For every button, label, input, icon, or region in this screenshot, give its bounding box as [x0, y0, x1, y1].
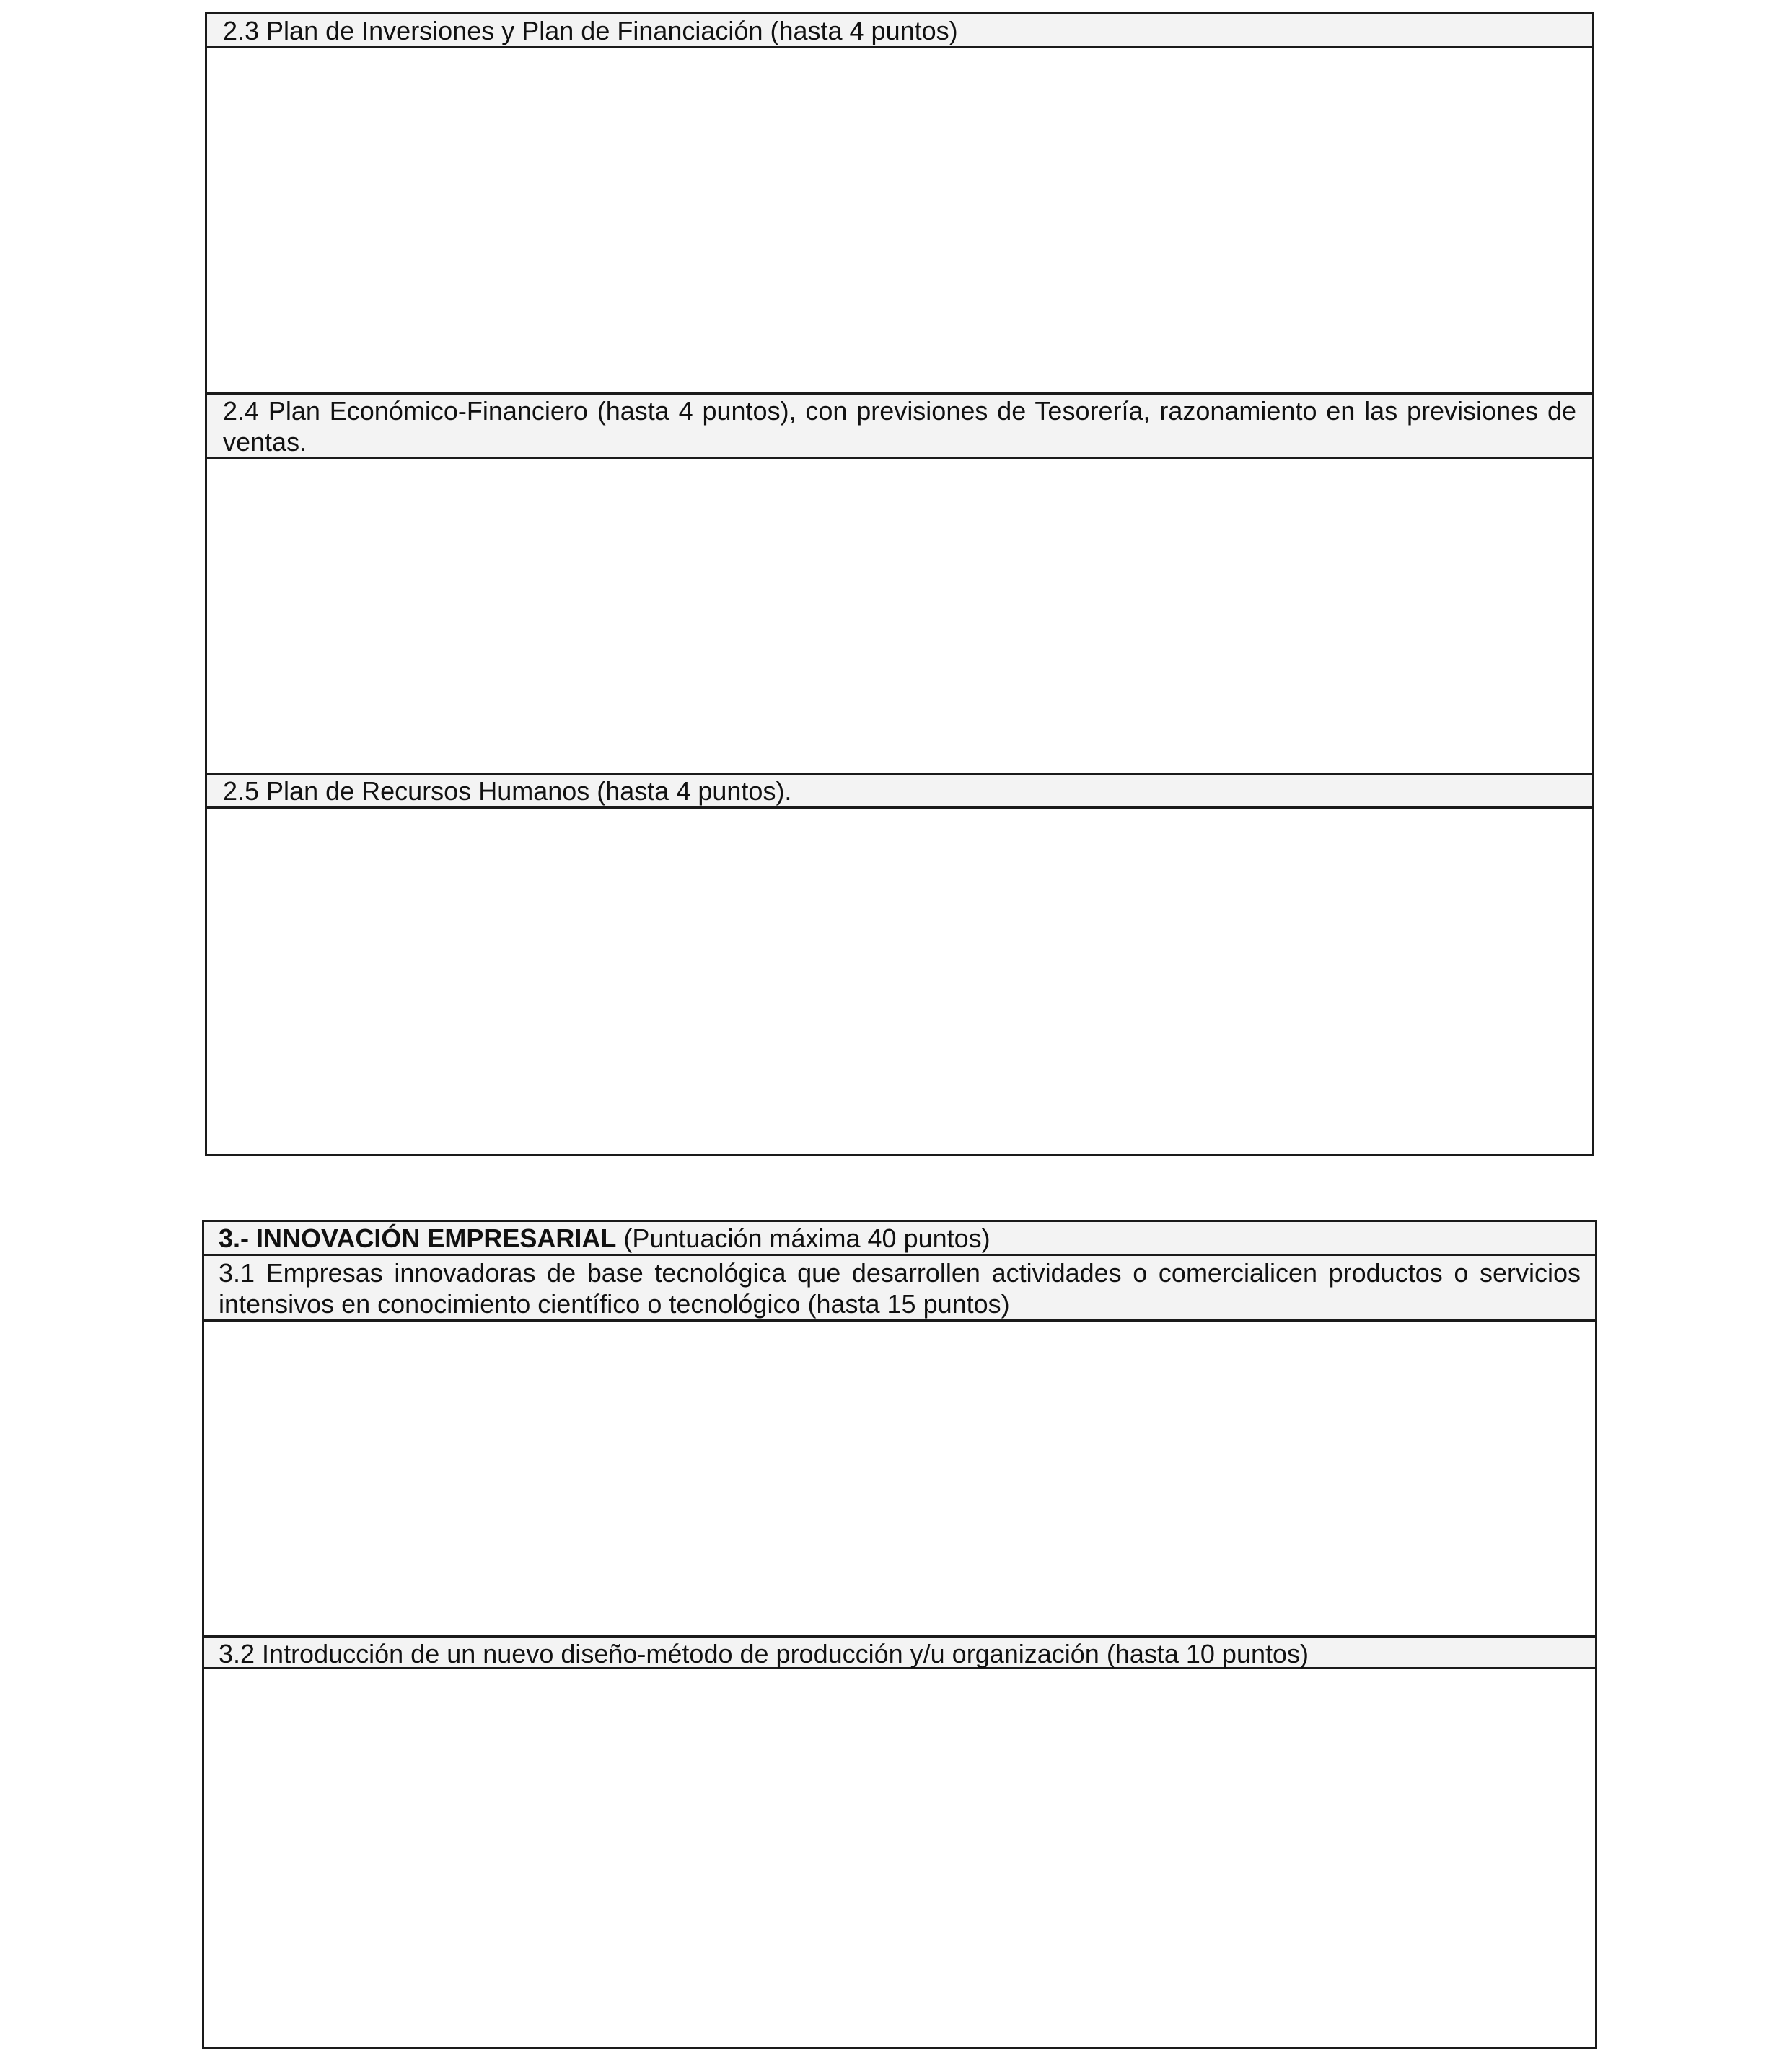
- item-3-1-heading: 3.1 Empresas innovadoras de base tecnológica que desarrollen actividades o comercialicen productos o servicios intensivos en conocimiento científico o tecnológico (hasta 15 puntos): [204, 1256, 1595, 1322]
- section-3-table: [202, 1220, 1597, 2049]
- item-2-5-heading: 2.5 Plan de Recursos Humanos (hasta 4 puntos).: [207, 773, 1592, 809]
- item-2-3-heading: 2.3 Plan de Inversiones y Plan de Financiación (hasta 4 puntos): [207, 14, 1592, 48]
- item-2-4-heading: 2.4 Plan Económico-Financiero (hasta 4 puntos), con previsiones de Tesorería, razonamiento en las previsiones de ventas.: [207, 392, 1592, 459]
- item-3-1-answer-area[interactable]: [204, 1322, 1595, 1638]
- item-2-4-answer-area[interactable]: [207, 459, 1592, 775]
- section-2-table: [205, 12, 1594, 1156]
- section-3-title-bold: 3.- INNOVACIÓN EMPRESARIAL: [219, 1223, 617, 1253]
- item-3-2-answer-area[interactable]: [204, 1669, 1595, 2047]
- section-3-title-rest: (Puntuación máxima 40 puntos): [616, 1223, 991, 1253]
- item-3-2-heading: 3.2 Introducción de un nuevo diseño-método de producción y/u organización (hasta 10 puntos): [204, 1635, 1595, 1669]
- item-2-3-answer-area[interactable]: [207, 48, 1592, 395]
- section-3-title: [204, 1222, 1595, 1256]
- item-2-5-answer-area[interactable]: [207, 809, 1592, 1154]
